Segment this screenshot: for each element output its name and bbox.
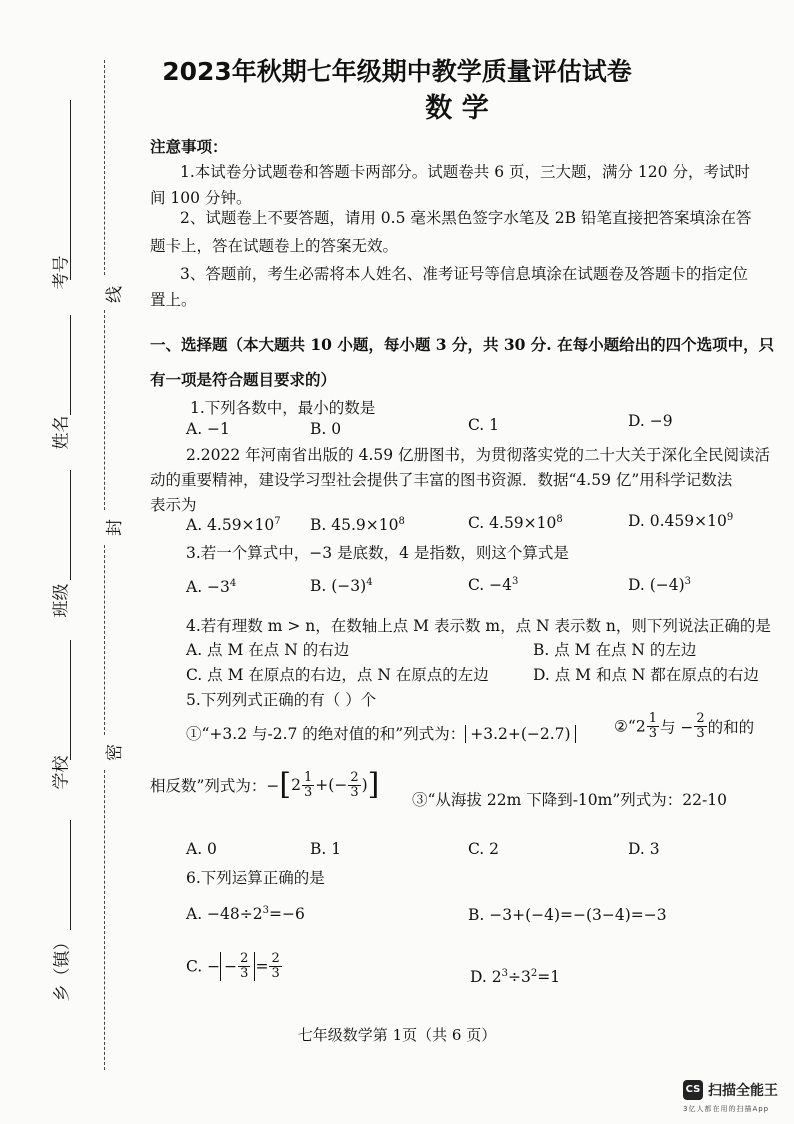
class-line (70, 470, 71, 580)
q2-line2: 动的重要精神，建设学习型社会提供了丰富的图书资源．数据“4.59 亿”用科学记数法 (150, 471, 733, 489)
q2-option-c: C. $4.59\times 10^8$ (468, 514, 563, 533)
q5-option-d: D. 3 (628, 840, 660, 858)
q3-option-d: D. $(-4)^3$ (628, 576, 692, 595)
q5-option-b: B. 1 (310, 840, 342, 858)
q3-option-b: B. $(-3)^4$ (310, 577, 373, 596)
q1-option-d: D. −9 (628, 412, 673, 430)
section1-line2: 有一项是符合题目要求的） (150, 370, 337, 389)
seal-dashed-line-low (104, 545, 105, 735)
q5-stem: 5.下列列式正确的有（ ）个 (186, 691, 377, 709)
q5-option-c: C. 2 (468, 840, 500, 858)
q5-option-a: A. 0 (186, 840, 217, 858)
page-footer: 七年级数学第 1页（共 6 页） (297, 1026, 497, 1044)
exam-title: 2023年秋期七年级期中教学质量评估试卷 (162, 57, 632, 86)
town-label: 乡（镇） (52, 933, 73, 1002)
name-label: 姓名 (51, 415, 72, 450)
q1-option-a: A. −1 (186, 420, 230, 438)
town-line (70, 820, 71, 930)
class-label: 班级 (51, 583, 72, 618)
q2-line1: 2.2022 年河南省出版的 4.59 亿册图书，为贯彻落实党的二十大关于深化全民阅读活 (186, 446, 771, 464)
q4-option-c: C. 点 M 在原点的右边，点 N 在原点的左边 (186, 666, 489, 684)
exam-no-line (70, 100, 71, 280)
q2-line3: 表示为 (150, 496, 197, 514)
q1-option-c: C. 1 (468, 416, 500, 434)
q3-option-c: C. $-4^3$ (468, 576, 519, 595)
q4-stem: 4.若有理数 m > n，在数轴上点 M 表示数 m，点 N 表示数 n，则下列说法正确的是 (186, 617, 771, 635)
notice-heading: 注意事项： (150, 137, 228, 156)
q6-option-b: B. −3+(−4)=−(3−4)=−3 (468, 906, 667, 924)
camscanner-slogan: 3亿人都在用的扫描App (683, 1105, 770, 1113)
notice-2b: 题卡上，答在试题卷上的答案无效。 (150, 237, 399, 255)
q5-statement-2-cont: 相反数”列式为：−[2 $\frac{1}{3}$ +(− $\frac{2}{3}$ )] (150, 767, 380, 802)
notice-1b: 间 100 分钟。 (150, 189, 252, 207)
q4-option-d: D. 点 M 和点 N 都在原点的右边 (533, 666, 759, 684)
school-line (70, 640, 71, 760)
subject-title: 数 学 (425, 93, 489, 124)
q3-stem: 3.若一个算式中，−3 是底数，4 是指数，则这个算式是 (186, 544, 569, 562)
school-label: 学校 (51, 755, 72, 790)
secret-mark: 密 (105, 744, 125, 761)
q5-statement-3: ③“从海拔 22m 下降到-10m”列式为：22-10 (412, 791, 727, 809)
q6-stem: 6.下列运算正确的是 (186, 869, 325, 887)
line-mark: 线 (105, 286, 125, 303)
seal-dashed-line-mid (104, 310, 105, 510)
notice-3b: 置上。 (150, 291, 197, 309)
notice-2a: 2、试题卷上不要答题，请用 0.5 毫米黑色签字水笔及 2B 铅笔直接把答案填涂在答 (180, 209, 752, 227)
camscanner-name: 扫描全能王 (708, 1083, 778, 1099)
q2-option-b: B. $45.9\times 10^8$ (310, 516, 405, 535)
q6-option-c: C. − − $\frac{2}{3}$ = $\frac{2}{3}$ (186, 951, 280, 981)
seal-mark: 封 (105, 519, 125, 536)
q1-stem: 1.下列各数中，最小的数是 (190, 399, 376, 417)
q1-option-b: B. 0 (310, 420, 342, 438)
q2-option-d: D. $0.459\times 10^9$ (628, 512, 734, 531)
q2-option-a: A. $4.59\times 10^7$ (186, 516, 281, 535)
section1-line1: 一、选择题（本大题共 10 小题，每小题 3 分，共 30 分. 在每小题给出的四个选项中，只 (150, 335, 775, 354)
q4-option-b: B. 点 M 在点 N 的左边 (533, 641, 697, 659)
camscanner-logo-icon: CS (683, 1080, 703, 1100)
q5-statement-2: ②“2 $\frac{1}{3}$ 与 − $\frac{2}{3}$ 的和的 (614, 711, 755, 741)
exam-no-label: 考号 (51, 255, 72, 290)
q6-option-a: A. $-48\div 2^3=-6$ (186, 905, 305, 924)
q4-option-a: A. 点 M 在点 N 的右边 (186, 641, 350, 659)
notice-1a: 1.本试卷分试题卷和答题卡两部分。试题卷共 6 页，三大题，满分 120 分，考试时 (180, 163, 750, 181)
q6-option-d: D. $2^3\div 3^2=1$ (470, 968, 561, 987)
q5-statement-1: ①“+3.2 与-2.7 的绝对值的和”列式为： +3.2+(−2.7) (186, 722, 576, 744)
notice-3a: 3、答题前，考生必需将本人姓名、准考证号等信息填涂在试题卷及答题卡的指定位 (180, 265, 748, 283)
name-line (70, 315, 71, 415)
q3-option-a: A. $-3^4$ (186, 578, 237, 597)
